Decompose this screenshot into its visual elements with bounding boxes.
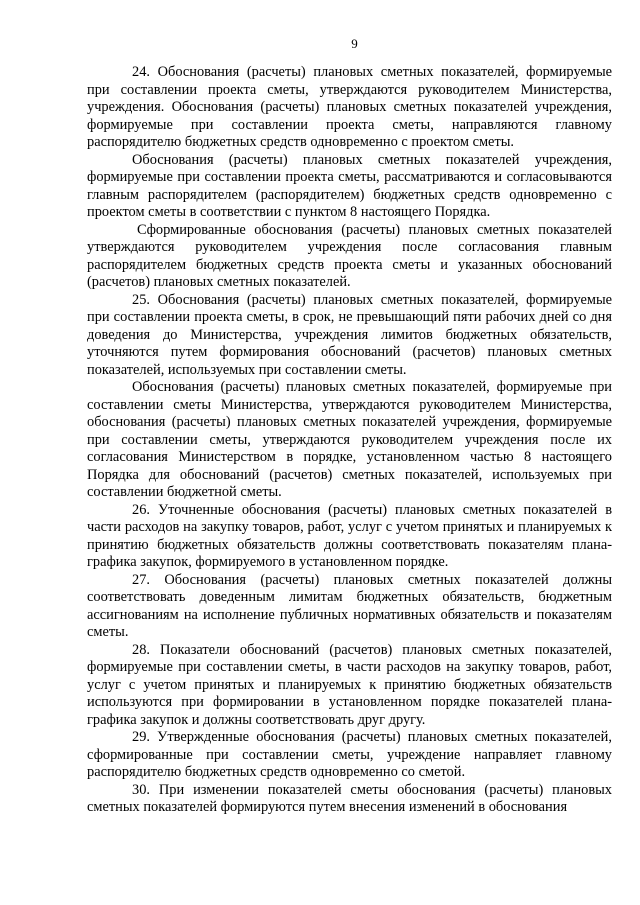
- paragraph-24: 24. Обоснования (расчеты) плановых сметных показателей, формируемые при составлении проекта сметы, утверждаются руководителем Министерства, учреждения. Обоснования (расчеты) плановых сметных показателей учреждения, формируемые при составлении проекта сметы, направляются главному распорядителю бюджетных средств одновременно с проектом сметы.: [87, 64, 612, 150]
- paragraph-28: 28. Показатели обоснований (расчетов) плановых сметных показателей, формируемые при составлении сметы, в части расходов на закупку товаров, работ, услуг с учетом принятых и планируемых к принятию бюджетных обязательств используются при формировании в установленном порядке показателей плана-графика закупок и должны соответствовать друг другу.: [87, 641, 612, 728]
- paragraph-24-approval: Сформированные обоснования (расчеты) плановых сметных показателей утверждаются руководителем учреждения после согласования главным распорядителем бюджетных средств проекта сметы и указанных обоснований (расчетов) плановых сметных показателей.: [87, 221, 612, 290]
- paragraph-24-review: Обоснования (расчеты) плановых сметных показателей учреждения, формируемые при составлении проекта сметы, рассматриваются и согласовываются главным распорядителем (распорядителем) бюджетных средств одновременно с проектом сметы в соответствии с пунктом 8 настоящего Порядка.: [87, 151, 612, 220]
- paragraph-25: 25. Обоснования (расчеты) плановых сметных показателей, формируемые при составлении проекта сметы, в срок, не превышающий пяти рабочих дней со дня доведения до Министерства, учреждения лимитов бюджетных обязательств, уточняются путем формирования обоснований (расчетов) плановых сметных показателей, используемых при составлении сметы.: [87, 291, 612, 378]
- paragraph-29: 29. Утвержденные обоснования (расчеты) плановых сметных показателей, сформированные при составлении сметы, учреждение направляет главному распорядителю бюджетных средств одновременно со сметой.: [87, 729, 612, 780]
- paragraph-30: 30. При изменении показателей сметы обоснования (расчеты) плановых сметных показателей формируются путем внесения изменений в обоснования: [87, 781, 612, 815]
- paragraph-26: 26. Уточненные обоснования (расчеты) плановых сметных показателей в части расходов на закупку товаров, работ, услуг с учетом принятых и планируемых к принятию бюджетных обязательств должны соответствовать показателям плана-графика закупок, формируемого в установленном порядке.: [87, 501, 612, 570]
- paragraph-25-approval: Обоснования (расчеты) плановых сметных показателей, формируемые при составлении сметы Министерства, утверждаются руководителем Министерства, обоснования (расчеты) плановых сметных показателей учреждения, формируемые при составлении сметы, утверждаются руководителем учреждения после их согласования Министерством в порядке, установленном частью 8 настоящего Порядка для обоснований (расчетов) сметных показателей, используемых при составлении бюджетной сметы.: [87, 379, 612, 500]
- page-number: 9: [351, 36, 358, 51]
- paragraph-27: 27. Обоснования (расчеты) плановых сметных показателей должны соответствовать доведенным лимитам бюджетных обязательств, бюджетным ассигнованиям на исполнение публичных нормативных обязательств и показателям сметы.: [87, 571, 612, 640]
